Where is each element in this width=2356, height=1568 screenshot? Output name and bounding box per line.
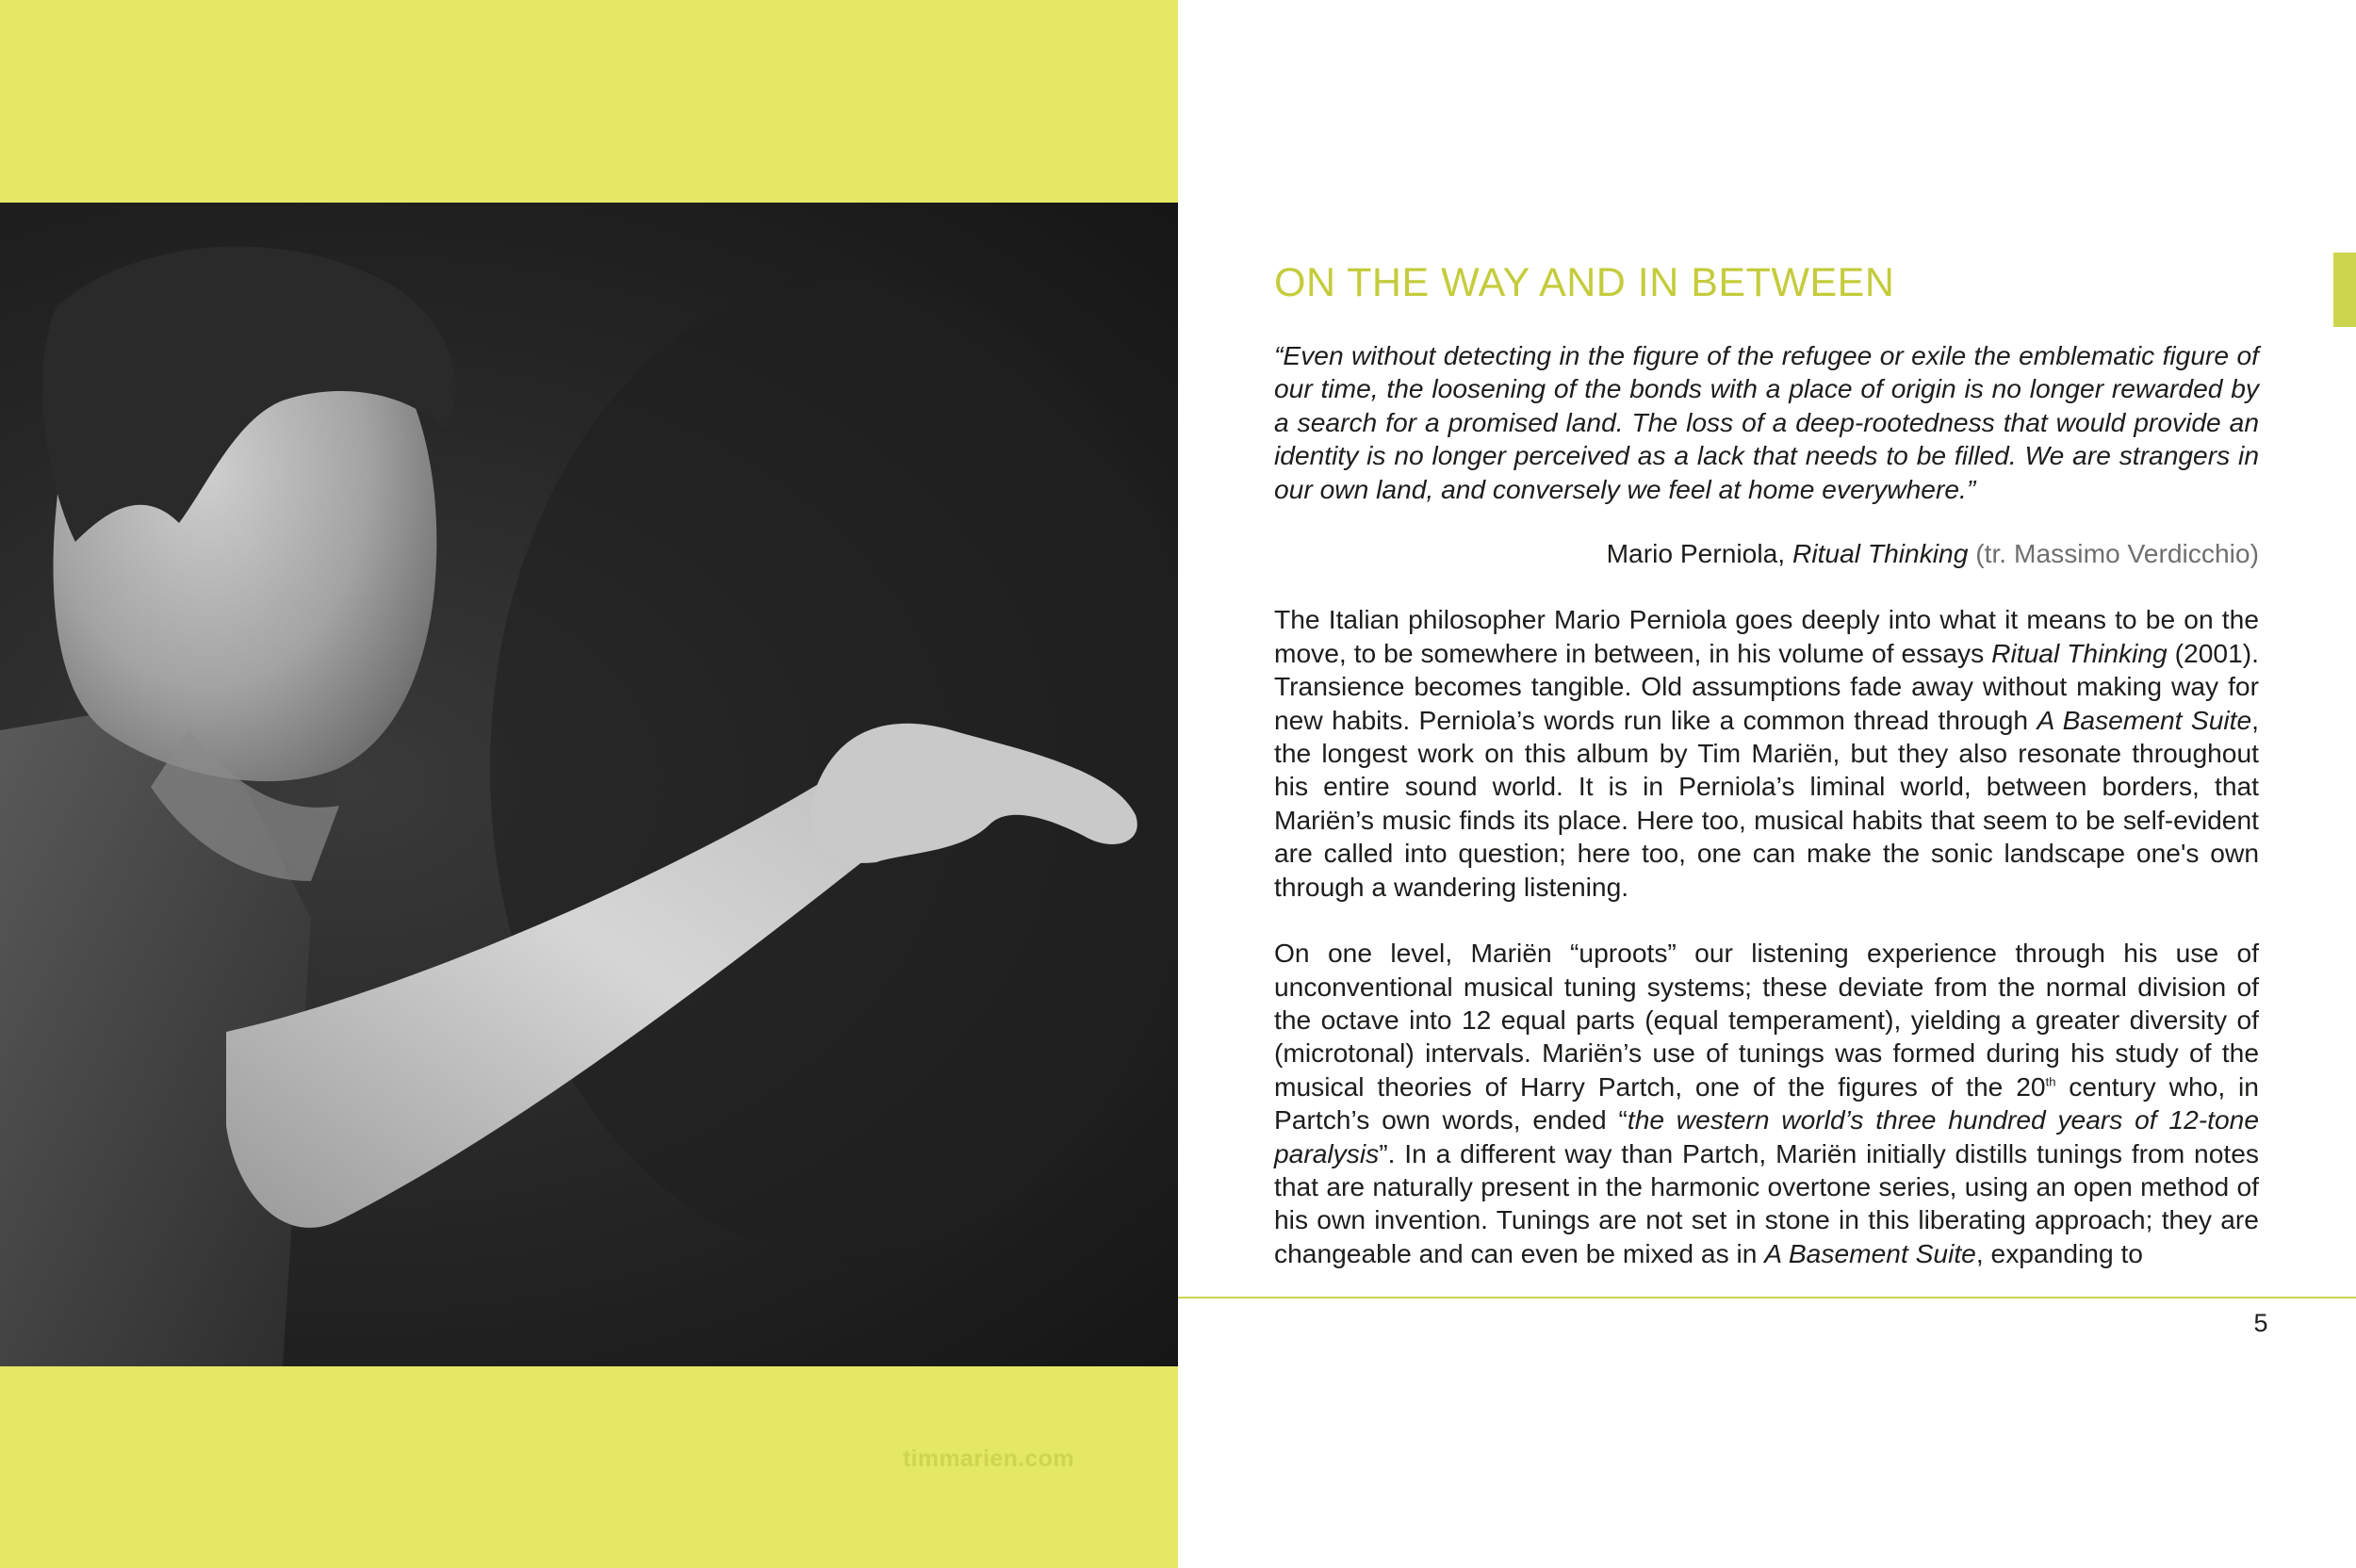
para1-italic-2: A Basement Suite [2037,704,2252,735]
body-paragraph-1 [1274,603,2259,904]
attribution-author: Mario Perniola, [1606,538,1792,569]
conductor-illustration [0,203,1178,1366]
right-page [1178,0,2356,1568]
para2-text-2: century who, in Partch’s own words, ended “ [1274,1070,2259,1135]
epigraph-quote: “Even without detecting in the figure of the refugee or exile the emblematic figure of our time, the loosening of the bonds with a place of origin is no longer rewarded by a search for a promised land. The loss of a deep-rootedness that would provide an identity is no longer perceived as a lack that needs to be filled. We are strangers in our own land, and conversely we feel at home everywhere.” [1274,340,2259,504]
para1-text-3: , the longest work on this album by Tim Mariën, but they also resonate throughout his entire sound world. It is in Perniola’s liminal world, between borders, that Mariën’s music finds its place. Here too, musical habits that seem to be self-evident are called into question; here too, one can make the sonic landscape one's own through a wandering listening. [1274,704,2259,902]
para2-text-4: , expanding to [1975,1237,2143,1268]
para2-text-3: ”. In a different way than Partch, Mariën initially distills tunings from notes that are naturally present in the harmonic overtone series, using an open method of his own invention. Tunings are not set in stone in this liberating approach; they are changeable and can even be mixed as in [1274,1137,2259,1268]
website-credit: timmarien.com [903,1446,1074,1472]
para1-text-2: (2001). Transience becomes tangible. Old assumptions fade away without making way for new habits. Perniola’s words run like a common thread through [1274,637,2259,735]
para2-italic-2: A Basement Suite [1764,1237,1976,1268]
footer-rule [1178,1297,2356,1298]
body-paragraph-2 [1274,937,2259,1270]
text-column [1274,339,2259,1270]
spacer [1274,904,2259,937]
page-title: ON THE WAY AND IN BETWEEN [1274,260,1895,305]
page-number: 5 [2253,1309,2268,1337]
spacer [1274,570,2259,603]
para1-text-1: The Italian philosopher Mario Perniola goes deeply into what it means to be on the move, to be somewhere in between, in his volume of essays [1274,604,2259,668]
para1-italic-1: Ritual Thinking [1991,637,2168,668]
attribution-work: Ritual Thinking [1792,538,1969,569]
conductor-photo [0,203,1178,1472]
para2-text-1: On one level, Mariën “uproots” our listening experience through his use of unconventional musical tuning systems; these deviate from the normal division of the octave into 12 equal parts (equal temperament), yielding a greater diversity of (microtonal) intervals. Mariën’s use of tunings was formed during his study of the musical theories of Harry Partch, one of the figures of the 20 [1274,938,2259,1102]
attribution-translator: (tr. Massimo Verdicchio) [1968,538,2259,569]
page-edge-tab [2333,253,2356,327]
para2-superscript: th [2045,1074,2056,1089]
quote-attribution [1274,506,2259,570]
para2-italic-1: the western world’s three hundred years of 12-tone paralysis [1274,1104,2259,1168]
